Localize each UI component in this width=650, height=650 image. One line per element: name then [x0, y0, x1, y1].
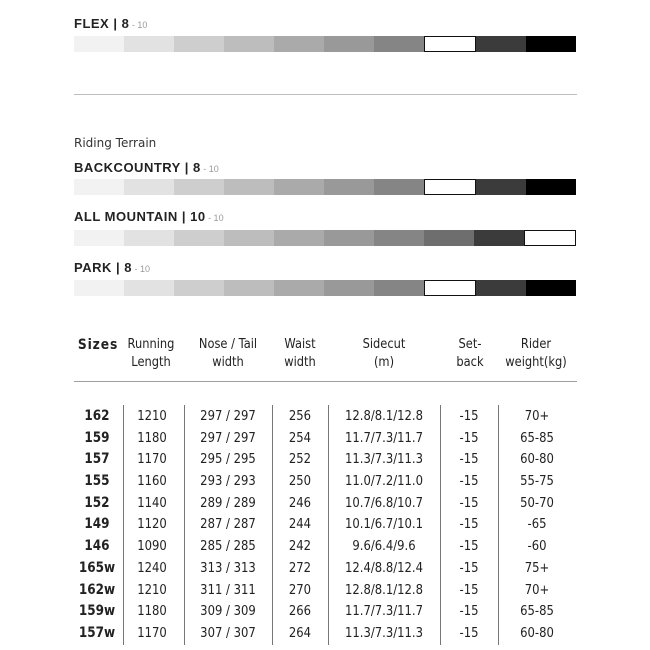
sidecut-cell: 10.1/6.7/10.1: [345, 516, 423, 533]
scale-segment-10: [526, 280, 576, 296]
table-row: [0, 601, 650, 623]
size-cell: 162: [84, 408, 110, 424]
backcountry-scale: [74, 179, 576, 195]
scale-segment-3: [174, 230, 224, 246]
waist-cell: 242: [288, 538, 312, 555]
scale-segment-5: [274, 230, 324, 246]
scale-segment-10: [526, 36, 576, 52]
waist-cell: 250: [288, 473, 312, 490]
rider-weight-cell: 60-80: [520, 451, 554, 468]
scale-segment-6: [324, 230, 374, 246]
section-divider: [74, 94, 577, 95]
park-rating-max: - 10: [131, 264, 150, 274]
sidecut-cell: 10.7/6.8/10.7: [345, 494, 423, 511]
rider-weight-header: [501, 336, 571, 372]
size-cell: 165w: [78, 559, 116, 576]
table-row: [0, 428, 650, 450]
scale-segment-1: [74, 179, 124, 195]
setback-header-line2: back: [456, 355, 484, 370]
park-rating-title: [74, 260, 150, 275]
size-cell: 157w: [78, 624, 116, 641]
scale-segment-1: [74, 230, 124, 246]
running-length-cell: 1090: [137, 538, 167, 555]
rider-weight-header-line1: Rider: [520, 337, 552, 352]
size-cell: 155: [84, 473, 110, 490]
flex-rating-max: - 10: [129, 20, 148, 30]
running-length-cell: 1140: [137, 494, 167, 511]
table-row: [0, 623, 650, 645]
scale-segment-8: [424, 36, 476, 52]
rider-weight-cell: 75+: [524, 559, 550, 576]
sidecut-cell: 11.7/7.3/11.7: [345, 429, 423, 446]
running-length-header: [122, 336, 180, 372]
scale-segment-7: [374, 230, 424, 246]
size-cell: 162w: [78, 581, 116, 598]
nose-tail-cell: 293 / 293: [200, 473, 256, 490]
waist-cell: 252: [288, 451, 312, 468]
park-scale: [74, 280, 576, 296]
scale-segment-10: [526, 179, 576, 195]
table-row: [0, 471, 650, 493]
setback-cell: -15: [459, 408, 479, 424]
all-mountain-scale: [74, 230, 576, 246]
scale-segment-3: [174, 36, 224, 52]
nose-tail-cell: 311 / 311: [200, 581, 256, 598]
nose-tail-cell: 295 / 295: [200, 451, 256, 468]
scale-segment-9: [476, 179, 526, 195]
all-mountain-rating-title: [74, 209, 224, 224]
table-row: [0, 536, 650, 558]
running-length-cell: 1210: [137, 408, 167, 424]
scale-segment-5: [274, 179, 324, 195]
rider-weight-cell: 55-75: [520, 473, 554, 490]
scale-segment-4: [224, 36, 274, 52]
flex-scale: [74, 36, 576, 52]
scale-segment-8: [424, 280, 476, 296]
scale-segment-5: [274, 280, 324, 296]
scale-segment-2: [124, 280, 174, 296]
rider-weight-cell: -65: [527, 516, 547, 533]
waist-cell: 264: [288, 624, 312, 641]
scale-segment-9: [476, 280, 526, 296]
sidecut-cell: 11.3/7.3/11.3: [345, 451, 423, 468]
sidecut-header: [345, 336, 422, 372]
running-length-cell: 1160: [137, 473, 167, 490]
sidecut-cell: 11.7/7.3/11.7: [345, 603, 423, 620]
riding-terrain-heading: Riding Terrain: [74, 136, 157, 150]
waist-header: [275, 336, 324, 372]
scale-segment-4: [224, 230, 274, 246]
backcountry-rating-title: [74, 160, 219, 175]
running-length-cell: 1180: [137, 429, 167, 446]
setback-header-line1: Set-: [458, 337, 482, 352]
size-cell: 146: [84, 538, 110, 555]
nose-tail-cell: 287 / 287: [200, 516, 256, 533]
running-length-cell: 1170: [137, 624, 167, 641]
nose-tail-cell: 285 / 285: [200, 538, 256, 555]
size-cell: 159: [84, 429, 110, 446]
table-row: [0, 580, 650, 602]
waist-cell: 244: [288, 516, 312, 533]
running-length-cell: 1210: [137, 581, 167, 598]
flex-rating-title: [74, 16, 147, 31]
setback-cell: -15: [459, 429, 479, 446]
nose-tail-cell: 297 / 297: [200, 429, 256, 446]
setback-cell: -15: [459, 516, 479, 533]
nose-tail-header-line1: Nose / Tail: [198, 337, 258, 352]
running-length-header-line2: Length: [131, 355, 171, 370]
size-cell: 152: [84, 494, 110, 511]
nose-tail-cell: 307 / 307: [200, 624, 256, 641]
sidecut-cell: 12.8/8.1/12.8: [345, 408, 423, 424]
nose-tail-header: [193, 336, 263, 372]
scale-segment-7: [374, 36, 424, 52]
scale-segment-6: [324, 280, 374, 296]
waist-cell: 254: [288, 429, 312, 446]
waist-cell: 246: [288, 494, 312, 511]
nose-tail-header-line2: width: [212, 355, 244, 370]
scale-segment-1: [74, 36, 124, 52]
waist-cell: 256: [288, 408, 312, 424]
running-length-cell: 1170: [137, 451, 167, 468]
scale-segment-8: [424, 230, 474, 246]
waist-cell: 266: [288, 603, 312, 620]
all-mountain-rating-max: - 10: [205, 213, 224, 223]
scale-segment-4: [224, 280, 274, 296]
nose-tail-cell: 313 / 313: [200, 559, 256, 576]
size-cell: 159w: [78, 603, 116, 620]
waist-cell: 272: [288, 559, 312, 576]
nose-tail-cell: 297 / 297: [200, 408, 256, 424]
setback-cell: -15: [459, 473, 479, 490]
nose-tail-cell: 309 / 309: [200, 603, 256, 620]
running-length-cell: 1240: [137, 559, 167, 576]
sidecut-header-line1: Sidecut: [362, 337, 406, 352]
size-cell: 157: [84, 451, 110, 468]
scale-segment-4: [224, 179, 274, 195]
setback-cell: -15: [459, 624, 479, 641]
rider-weight-cell: 70+: [524, 581, 550, 598]
table-row: [0, 558, 650, 580]
scale-segment-9: [474, 230, 524, 246]
sidecut-cell: 12.8/8.1/12.8: [345, 581, 423, 598]
setback-cell: -15: [459, 581, 479, 598]
running-length-cell: 1180: [137, 603, 167, 620]
size-cell: 149: [84, 516, 110, 533]
running-length-header-line1: Running: [127, 337, 175, 352]
setback-cell: -15: [459, 494, 479, 511]
scale-segment-1: [74, 280, 124, 296]
flex-rating-label: FLEX | 8: [74, 16, 130, 31]
table-row: [0, 406, 650, 428]
spec-header-rule: [74, 381, 577, 382]
setback-cell: -15: [459, 559, 479, 576]
scale-segment-3: [174, 280, 224, 296]
table-row: [0, 514, 650, 536]
table-row: [0, 449, 650, 471]
scale-segment-2: [124, 36, 174, 52]
all-mountain-rating-label: ALL MOUNTAIN | 10: [74, 209, 206, 224]
waist-header-line1: Waist: [284, 337, 316, 352]
waist-header-line2: width: [284, 355, 316, 370]
setback-cell: -15: [459, 451, 479, 468]
scale-segment-6: [324, 36, 374, 52]
setback-cell: -15: [459, 538, 479, 555]
sizes-header: Sizes: [77, 337, 119, 353]
scale-segment-3: [174, 179, 224, 195]
nose-tail-cell: 289 / 289: [200, 494, 256, 511]
backcountry-rating-label: BACKCOUNTRY | 8: [74, 160, 201, 175]
waist-cell: 270: [288, 581, 312, 598]
backcountry-rating-max: - 10: [200, 164, 219, 174]
scale-segment-10: [524, 230, 576, 246]
rider-weight-cell: 65-85: [520, 429, 554, 446]
table-row: [0, 493, 650, 515]
rider-weight-cell: 60-80: [520, 624, 554, 641]
sidecut-cell: 9.6/6.4/9.6: [352, 538, 416, 555]
sidecut-cell: 11.0/7.2/11.0: [345, 473, 423, 490]
scale-segment-7: [374, 179, 424, 195]
setback-cell: -15: [459, 603, 479, 620]
scale-segment-5: [274, 36, 324, 52]
scale-segment-2: [124, 230, 174, 246]
rider-weight-cell: 65-85: [520, 603, 554, 620]
sidecut-header-line2: (m): [373, 355, 395, 370]
park-rating-label: PARK | 8: [74, 260, 132, 275]
scale-segment-2: [124, 179, 174, 195]
rider-weight-header-line2: weight(kg): [505, 355, 567, 370]
scale-segment-8: [424, 179, 476, 195]
sidecut-cell: 11.3/7.3/11.3: [345, 624, 423, 641]
rider-weight-cell: 70+: [524, 408, 550, 424]
scale-segment-7: [374, 280, 424, 296]
setback-header: [451, 336, 490, 372]
rider-weight-cell: 50-70: [520, 494, 554, 511]
spec-table-body: [0, 406, 650, 645]
running-length-cell: 1120: [137, 516, 167, 533]
sidecut-cell: 12.4/8.8/12.4: [345, 559, 423, 576]
rider-weight-cell: -60: [527, 538, 547, 555]
scale-segment-9: [476, 36, 526, 52]
scale-segment-6: [324, 179, 374, 195]
